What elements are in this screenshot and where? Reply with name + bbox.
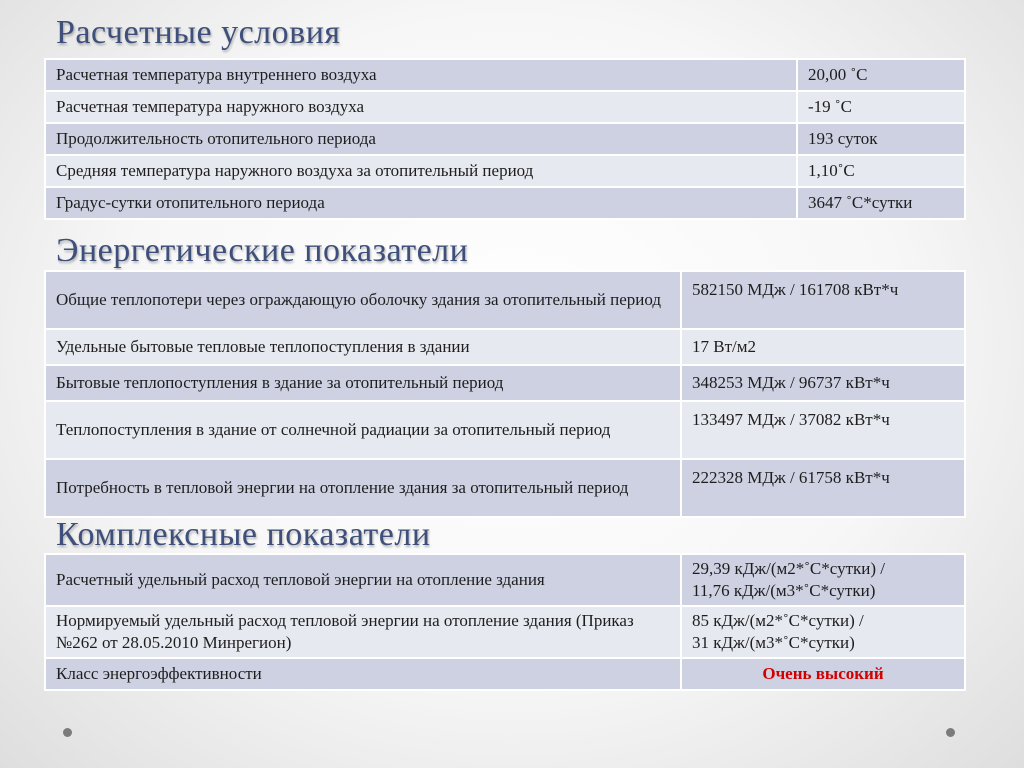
row-value: 3647 ˚С*сутки [797,187,965,219]
row-label: Класс энергоэффективности [45,658,681,690]
row-value: 348253 МДж / 96737 кВт*ч [681,365,965,401]
bullet-dot-icon [63,728,72,737]
row-value: 193 суток [797,123,965,155]
table-row [45,365,965,401]
value-line: 29,39 кДж/(м2*˚С*сутки) / [692,559,885,578]
section-title-design-conditions: Расчетные условия [56,14,341,51]
row-label: Градус-сутки отопительного периода [45,187,797,219]
row-label: Средняя температура наружного воздуха за отопительный период [45,155,797,187]
design-conditions-table [44,58,966,220]
row-label: Бытовые теплопоступления в здание за отопительный период [45,365,681,401]
row-value [681,606,965,658]
bullet-dot-icon [946,728,955,737]
value-line: 31 кДж/(м3*˚С*сутки) [692,633,855,652]
row-label: Общие теплопотери через ограждающую оболочку здания за отопительный период [45,271,681,329]
table-row [45,658,965,690]
section-title-energy-indicators: Энергетические показатели [56,232,469,269]
row-label: Расчетный удельный расход тепловой энергии на отопление здания [45,554,681,606]
row-value: 222328 МДж / 61758 кВт*ч [681,459,965,517]
complex-indicators-table [44,553,966,691]
energy-indicators-table [44,270,966,518]
table-row [45,606,965,658]
row-label: Расчетная температура наружного воздуха [45,91,797,123]
row-value: 582150 МДж / 161708 кВт*ч [681,271,965,329]
table-row [45,155,965,187]
row-value: 17 Вт/м2 [681,329,965,365]
value-line: 11,76 кДж/(м3*˚С*сутки) [692,581,876,600]
row-label: Потребность в тепловой энергии на отопление здания за отопительный период [45,459,681,517]
table-row [45,271,965,329]
table-row [45,401,965,459]
row-label: Расчетная температура внутреннего воздуха [45,59,797,91]
energy-class-value: Очень высокий [681,658,965,690]
row-value: 20,00 ˚С [797,59,965,91]
row-label: Продолжительность отопительного периода [45,123,797,155]
table-row [45,91,965,123]
table-row [45,329,965,365]
row-label: Удельные бытовые тепловые теплопоступления в здании [45,329,681,365]
row-value: 133497 МДж / 37082 кВт*ч [681,401,965,459]
row-value [681,554,965,606]
table-row [45,59,965,91]
table-row [45,187,965,219]
table-row [45,123,965,155]
row-value: 1,10˚С [797,155,965,187]
table-row [45,554,965,606]
section-title-complex-indicators: Комплексные показатели [56,516,431,553]
row-label: Нормируемый удельный расход тепловой энергии на отопление здания (Приказ №262 от 28.05.2010 Минрегион) [45,606,681,658]
row-label: Теплопоступления в здание от солнечной радиации за отопительный период [45,401,681,459]
value-line: 85 кДж/(м2*˚С*сутки) / [692,611,864,630]
row-value: -19 ˚С [797,91,965,123]
table-row [45,459,965,517]
